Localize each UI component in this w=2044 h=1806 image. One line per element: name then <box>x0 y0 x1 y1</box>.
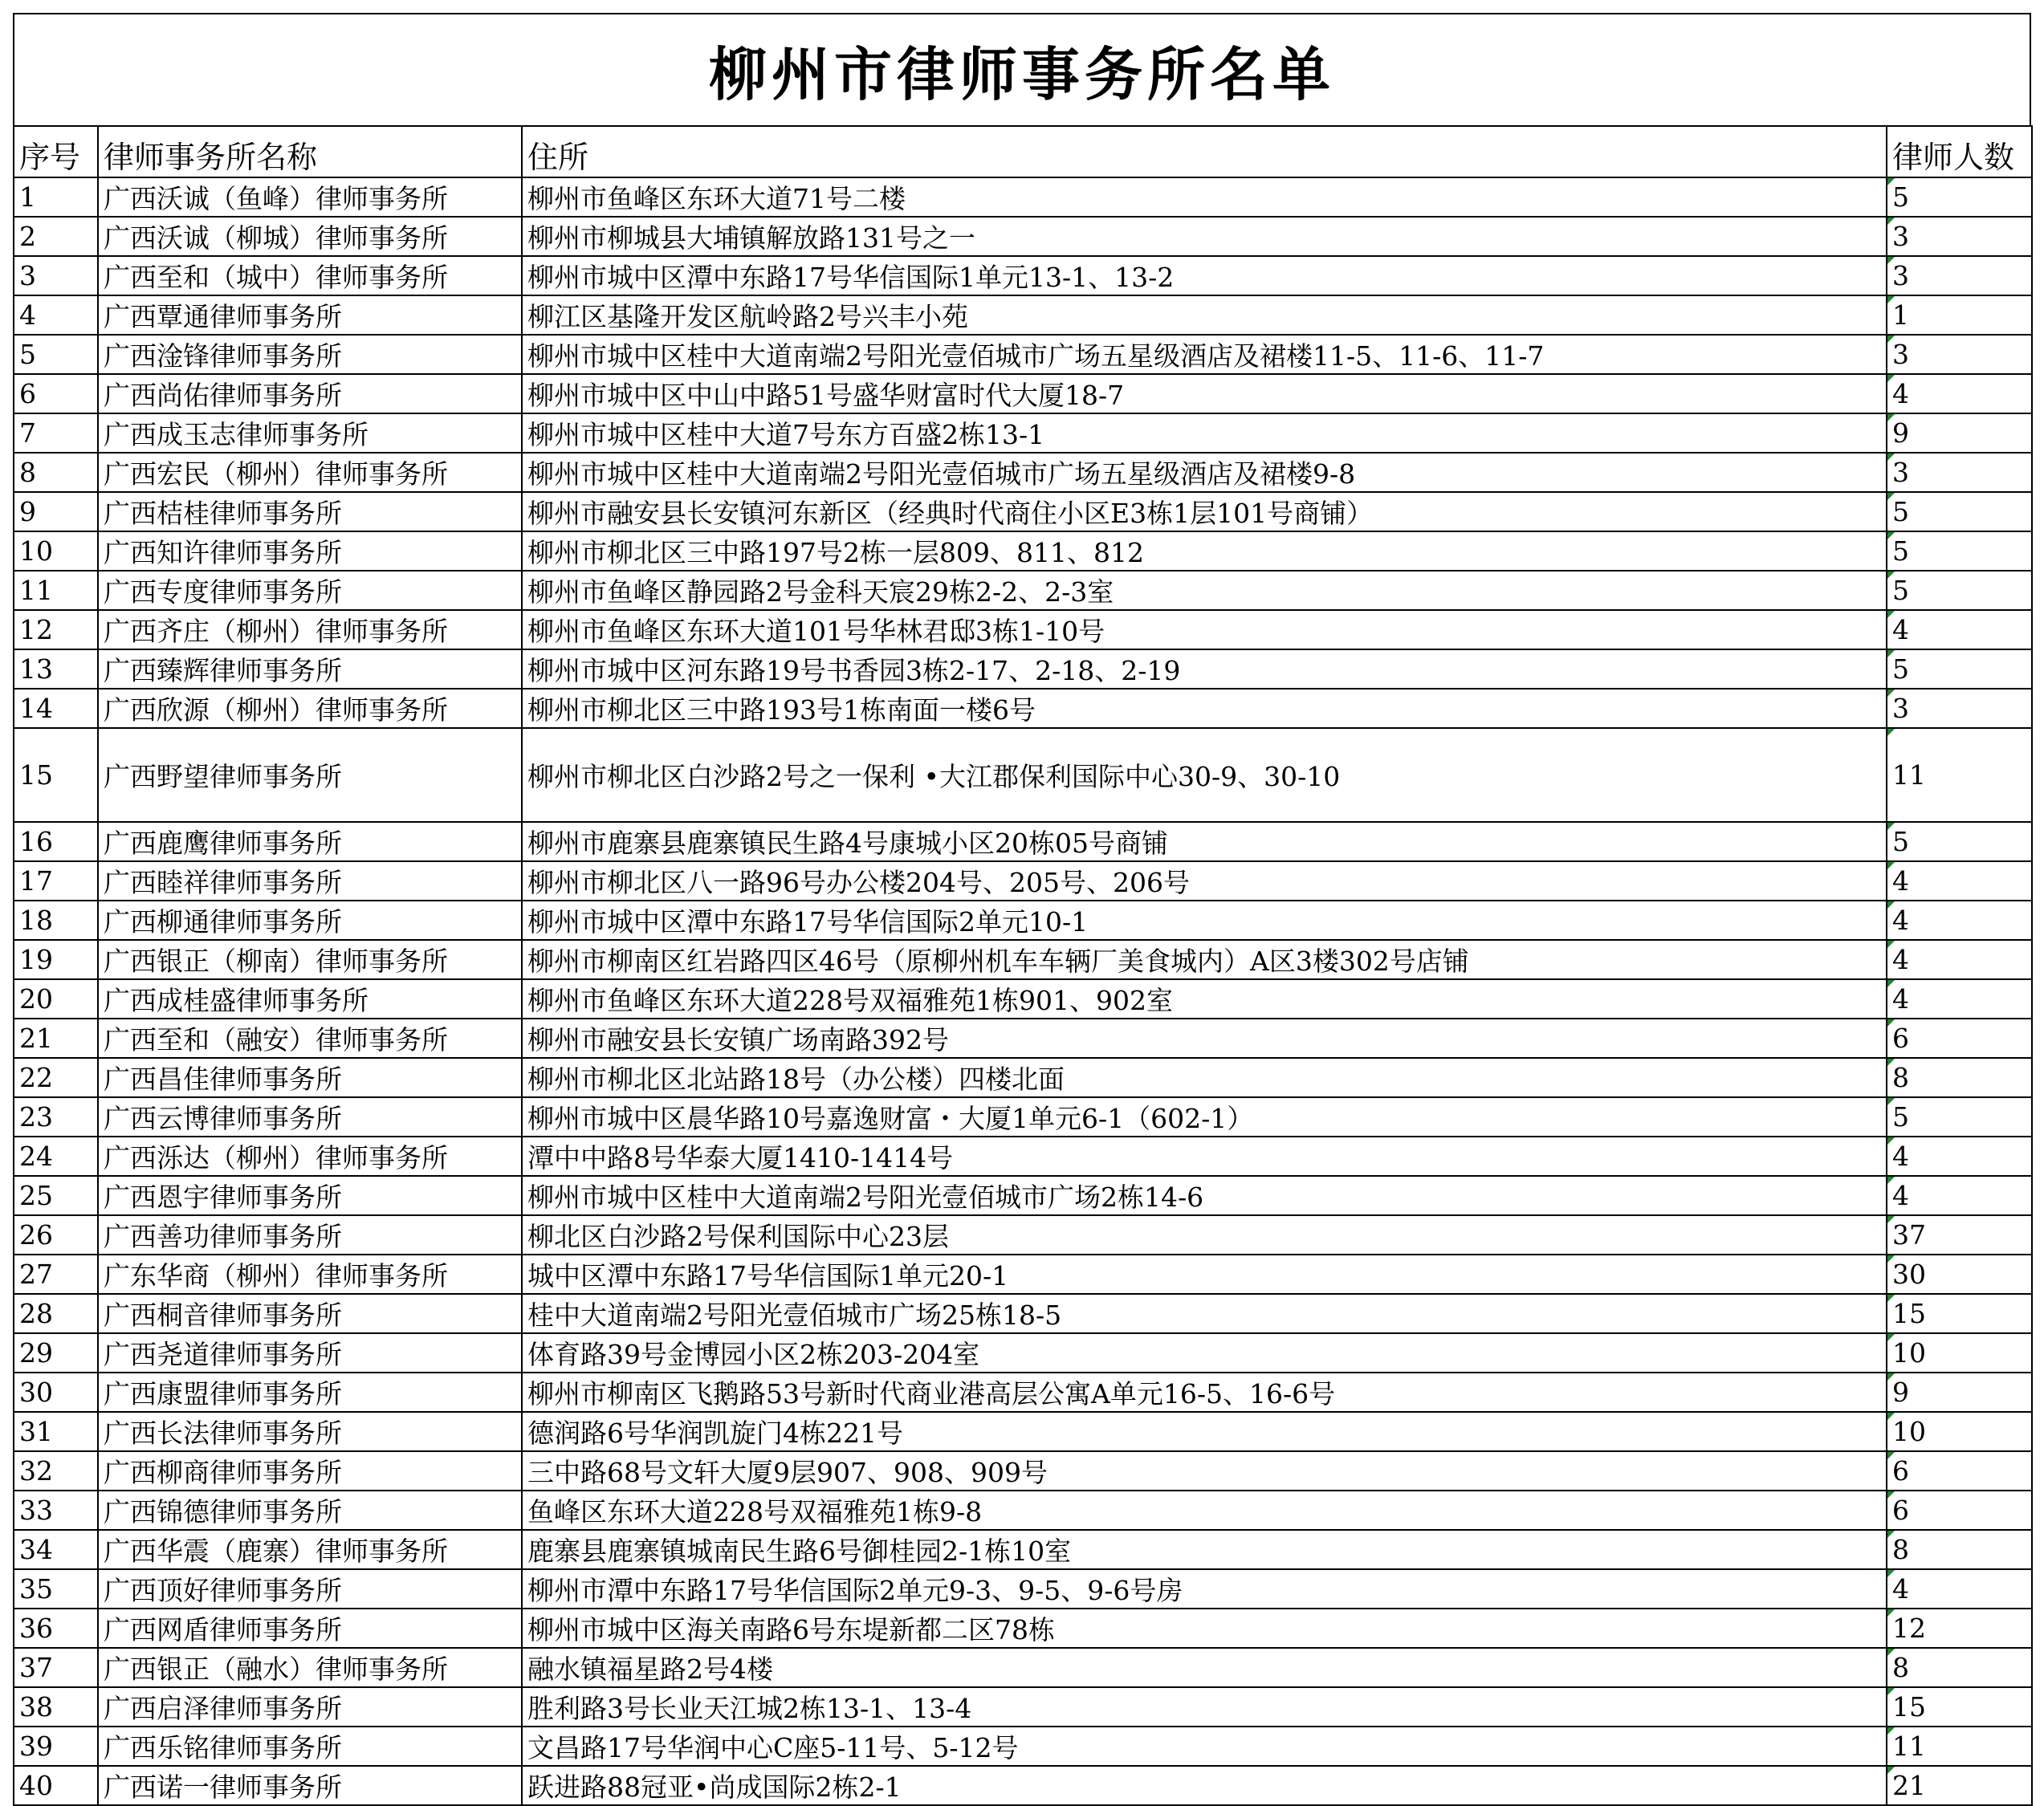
cell-address[interactable]: 柳州市城中区潭中东路17号华信国际1单元13-1、13-2 <box>522 256 1887 295</box>
table-row <box>14 861 2032 901</box>
cell-index[interactable]: 6 <box>14 374 98 413</box>
table-row <box>14 335 2032 374</box>
cell-lawyer-count[interactable]: 3 <box>1887 689 2032 728</box>
cell-address[interactable]: 柳州市鱼峰区静园路2号金科天宸29栋2-2、2-3室 <box>522 571 1887 610</box>
cell-index[interactable]: 32 <box>14 1451 98 1491</box>
table-row <box>14 177 2032 217</box>
table-row <box>14 1530 2032 1569</box>
cell-firm-name[interactable]: 广西至和（城中）律师事务所 <box>98 256 522 295</box>
cell-address[interactable]: 柳州市柳南区飞鹅路53号新时代商业港高层公寓A单元16-5、16-6号 <box>522 1373 1887 1412</box>
cell-lawyer-count[interactable]: 4 <box>1887 374 2032 413</box>
cell-address[interactable]: 胜利路3号长业天江城2栋13-1、13-4 <box>522 1687 1887 1727</box>
cell-index[interactable]: 25 <box>14 1176 98 1215</box>
cell-firm-name[interactable]: 广西昌佳律师事务所 <box>98 1058 522 1097</box>
cell-index[interactable]: 20 <box>14 979 98 1019</box>
cell-firm-name[interactable]: 广西尧道律师事务所 <box>98 1333 522 1373</box>
cell-firm-name[interactable]: 广西沃诚（柳城）律师事务所 <box>98 217 522 256</box>
cell-lawyer-count[interactable]: 3 <box>1887 217 2032 256</box>
cell-index[interactable]: 8 <box>14 453 98 492</box>
cell-firm-name[interactable]: 广西臻辉律师事务所 <box>98 649 522 689</box>
cell-lawyer-count[interactable]: 5 <box>1887 822 2032 861</box>
cell-index[interactable]: 28 <box>14 1294 98 1333</box>
table-row <box>14 689 2032 728</box>
table-row <box>14 295 2032 335</box>
cell-lawyer-count[interactable]: 5 <box>1887 531 2032 571</box>
table-row <box>14 1058 2032 1097</box>
table-row <box>14 649 2032 689</box>
cell-index[interactable]: 33 <box>14 1491 98 1530</box>
cell-firm-name[interactable]: 广西善功律师事务所 <box>98 1215 522 1255</box>
cell-index[interactable]: 9 <box>14 492 98 531</box>
table-row <box>14 1727 2032 1766</box>
cell-lawyer-count[interactable]: 8 <box>1887 1530 2032 1569</box>
table-row <box>14 531 2032 571</box>
table-row <box>14 728 2032 822</box>
cell-address[interactable]: 德润路6号华润凯旋门4栋221号 <box>522 1412 1887 1451</box>
cell-index[interactable]: 34 <box>14 1530 98 1569</box>
table-row <box>14 1491 2032 1530</box>
cell-index[interactable]: 19 <box>14 940 98 979</box>
cell-index[interactable]: 12 <box>14 610 98 649</box>
cell-index[interactable]: 37 <box>14 1648 98 1687</box>
cell-address[interactable]: 城中区潭中东路17号华信国际1单元20-1 <box>522 1255 1887 1294</box>
cell-address[interactable]: 柳州市城中区河东路19号书香园3栋2-17、2-18、2-19 <box>522 649 1887 689</box>
cell-firm-name[interactable]: 广西欣源（柳州）律师事务所 <box>98 689 522 728</box>
cell-index[interactable]: 13 <box>14 649 98 689</box>
cell-address[interactable]: 柳州市城中区桂中大道南端2号阳光壹佰城市广场五星级酒店及裙楼9-8 <box>522 453 1887 492</box>
table-row <box>14 453 2032 492</box>
cell-address[interactable]: 柳州市柳北区三中路193号1栋南面一楼6号 <box>522 689 1887 728</box>
cell-firm-name[interactable]: 广西睦祥律师事务所 <box>98 861 522 901</box>
cell-index[interactable]: 31 <box>14 1412 98 1451</box>
cell-firm-name[interactable]: 广西淦锋律师事务所 <box>98 335 522 374</box>
cell-index[interactable]: 16 <box>14 822 98 861</box>
table-row <box>14 1766 2032 1805</box>
cell-firm-name[interactable]: 广西顶好律师事务所 <box>98 1569 522 1609</box>
cell-index[interactable]: 40 <box>14 1766 98 1805</box>
cell-index[interactable]: 11 <box>14 571 98 610</box>
table-row <box>14 217 2032 256</box>
cell-index[interactable]: 18 <box>14 901 98 940</box>
cell-address[interactable]: 柳州市城中区桂中大道7号东方百盛2栋13-1 <box>522 413 1887 453</box>
cell-firm-name[interactable]: 广西桐音律师事务所 <box>98 1294 522 1333</box>
cell-firm-name[interactable]: 广西恩宇律师事务所 <box>98 1176 522 1215</box>
cell-lawyer-count[interactable]: 4 <box>1887 1569 2032 1609</box>
table-row <box>14 1609 2032 1648</box>
cell-address[interactable]: 柳州市鱼峰区东环大道71号二楼 <box>522 177 1887 217</box>
table-row <box>14 1137 2032 1176</box>
header-count[interactable]: 律师人数 <box>1887 126 2032 177</box>
cell-firm-name[interactable]: 广西野望律师事务所 <box>98 728 522 822</box>
table-row <box>14 1373 2032 1412</box>
cell-lawyer-count[interactable]: 4 <box>1887 979 2032 1019</box>
cell-lawyer-count[interactable]: 11 <box>1887 728 2032 822</box>
cell-lawyer-count[interactable]: 1 <box>1887 295 2032 335</box>
cell-lawyer-count[interactable]: 6 <box>1887 1451 2032 1491</box>
cell-firm-name[interactable]: 广西柳通律师事务所 <box>98 901 522 940</box>
cell-firm-name[interactable]: 广西银正（融水）律师事务所 <box>98 1648 522 1687</box>
cell-firm-name[interactable]: 广西桔桂律师事务所 <box>98 492 522 531</box>
cell-lawyer-count[interactable]: 4 <box>1887 1137 2032 1176</box>
cell-firm-name[interactable]: 广西乐铭律师事务所 <box>98 1727 522 1766</box>
cell-index[interactable]: 22 <box>14 1058 98 1097</box>
cell-lawyer-count[interactable]: 10 <box>1887 1333 2032 1373</box>
cell-index[interactable]: 2 <box>14 217 98 256</box>
cell-index[interactable]: 1 <box>14 177 98 217</box>
cell-lawyer-count[interactable]: 4 <box>1887 901 2032 940</box>
cell-lawyer-count[interactable]: 6 <box>1887 1019 2032 1058</box>
cell-lawyer-count[interactable]: 5 <box>1887 571 2032 610</box>
header-row <box>14 126 2032 177</box>
cell-lawyer-count[interactable]: 4 <box>1887 610 2032 649</box>
table-row <box>14 979 2032 1019</box>
cell-lawyer-count[interactable]: 10 <box>1887 1412 2032 1451</box>
cell-firm-name[interactable]: 广西沃诚（鱼峰）律师事务所 <box>98 177 522 217</box>
cell-address[interactable]: 柳州市潭中东路17号华信国际2单元9-3、9-5、9-6号房 <box>522 1569 1887 1609</box>
cell-index[interactable]: 38 <box>14 1687 98 1727</box>
cell-firm-name[interactable]: 广西华震（鹿寨）律师事务所 <box>98 1530 522 1569</box>
cell-index[interactable]: 15 <box>14 728 98 822</box>
table-row <box>14 374 2032 413</box>
cell-index[interactable]: 29 <box>14 1333 98 1373</box>
cell-firm-name[interactable]: 广西成玉志律师事务所 <box>98 413 522 453</box>
cell-address[interactable]: 柳州市城中区晨华路10号嘉逸财富・大厦1单元6-1（602-1） <box>522 1097 1887 1137</box>
table-row <box>14 1648 2032 1687</box>
cell-lawyer-count[interactable]: 15 <box>1887 1294 2032 1333</box>
table-row <box>14 901 2032 940</box>
table-body <box>14 177 2032 1805</box>
cell-address[interactable]: 柳州市柳城县大埔镇解放路131号之一 <box>522 217 1887 256</box>
cell-address[interactable]: 体育路39号金博园小区2栋203-204室 <box>522 1333 1887 1373</box>
table-row <box>14 1412 2032 1451</box>
cell-address[interactable]: 柳州市融安县长安镇广场南路392号 <box>522 1019 1887 1058</box>
cell-index[interactable]: 23 <box>14 1097 98 1137</box>
cell-index[interactable]: 21 <box>14 1019 98 1058</box>
cell-lawyer-count[interactable]: 5 <box>1887 649 2032 689</box>
cell-address[interactable]: 柳州市城中区海关南路6号东堤新都二区78栋 <box>522 1609 1887 1648</box>
header-address[interactable]: 住所 <box>522 126 1887 177</box>
cell-firm-name[interactable]: 广西诺一律师事务所 <box>98 1766 522 1805</box>
cell-lawyer-count[interactable]: 3 <box>1887 453 2032 492</box>
cell-lawyer-count[interactable]: 4 <box>1887 861 2032 901</box>
cell-address[interactable]: 柳州市鹿寨县鹿寨镇民生路4号康城小区20栋05号商铺 <box>522 822 1887 861</box>
cell-firm-name[interactable]: 广西覃通律师事务所 <box>98 295 522 335</box>
cell-index[interactable]: 35 <box>14 1569 98 1609</box>
cell-firm-name[interactable]: 广西宏民（柳州）律师事务所 <box>98 453 522 492</box>
cell-firm-name[interactable]: 广西齐庄（柳州）律师事务所 <box>98 610 522 649</box>
table-row <box>14 571 2032 610</box>
table-row <box>14 1097 2032 1137</box>
cell-lawyer-count[interactable]: 5 <box>1887 492 2032 531</box>
cell-lawyer-count[interactable]: 4 <box>1887 940 2032 979</box>
cell-address[interactable]: 柳北区白沙路2号保利国际中心23层 <box>522 1215 1887 1255</box>
cell-firm-name[interactable]: 广西专度律师事务所 <box>98 571 522 610</box>
cell-address[interactable]: 鹿寨县鹿寨镇城南民生路6号御桂园2-1栋10室 <box>522 1530 1887 1569</box>
cell-firm-name[interactable]: 广西泺达（柳州）律师事务所 <box>98 1137 522 1176</box>
header-name[interactable]: 律师事务所名称 <box>98 126 522 177</box>
cell-index[interactable]: 7 <box>14 413 98 453</box>
cell-firm-name[interactable]: 广西知许律师事务所 <box>98 531 522 571</box>
cell-lawyer-count[interactable]: 5 <box>1887 177 2032 217</box>
cell-firm-name[interactable]: 广西长法律师事务所 <box>98 1412 522 1451</box>
cell-index[interactable]: 14 <box>14 689 98 728</box>
cell-address[interactable]: 柳州市城中区桂中大道南端2号阳光壹佰城市广场2栋14-6 <box>522 1176 1887 1215</box>
cell-address[interactable]: 柳州市鱼峰区东环大道101号华林君邸3栋1-10号 <box>522 610 1887 649</box>
law-firm-table <box>13 125 2033 1806</box>
cell-firm-name[interactable]: 广西柳商律师事务所 <box>98 1451 522 1491</box>
cell-lawyer-count[interactable]: 37 <box>1887 1215 2032 1255</box>
cell-lawyer-count[interactable]: 11 <box>1887 1727 2032 1766</box>
cell-index[interactable]: 26 <box>14 1215 98 1255</box>
cell-address[interactable]: 柳州市柳北区北站路18号（办公楼）四楼北面 <box>522 1058 1887 1097</box>
table-row <box>14 1687 2032 1727</box>
cell-index[interactable]: 24 <box>14 1137 98 1176</box>
cell-index[interactable]: 30 <box>14 1373 98 1412</box>
cell-index[interactable]: 27 <box>14 1255 98 1294</box>
title-cell[interactable] <box>13 13 2031 125</box>
cell-lawyer-count[interactable]: 5 <box>1887 1097 2032 1137</box>
cell-address[interactable]: 柳江区基隆开发区航岭路2号兴丰小苑 <box>522 295 1887 335</box>
cell-address[interactable]: 柳州市鱼峰区东环大道228号双福雅苑1栋901、902室 <box>522 979 1887 1019</box>
cell-firm-name[interactable]: 广西启泽律师事务所 <box>98 1687 522 1727</box>
cell-lawyer-count[interactable]: 3 <box>1887 335 2032 374</box>
cell-index[interactable]: 17 <box>14 861 98 901</box>
cell-address[interactable]: 鱼峰区东环大道228号双福雅苑1栋9-8 <box>522 1491 1887 1530</box>
cell-index[interactable]: 3 <box>14 256 98 295</box>
spreadsheet <box>13 13 2031 1806</box>
cell-index[interactable]: 10 <box>14 531 98 571</box>
cell-index[interactable]: 4 <box>14 295 98 335</box>
cell-firm-name[interactable]: 广西锦德律师事务所 <box>98 1491 522 1530</box>
table-row <box>14 1333 2032 1373</box>
table-row <box>14 413 2032 453</box>
table-row <box>14 492 2032 531</box>
table-row <box>14 610 2032 649</box>
cell-firm-name[interactable]: 广西成桂盛律师事务所 <box>98 979 522 1019</box>
cell-address[interactable]: 柳州市柳北区白沙路2号之一保利 •大江郡保利国际中心30-9、30-10 <box>522 728 1887 822</box>
cell-firm-name[interactable]: 广西鹿鹰律师事务所 <box>98 822 522 861</box>
table-row <box>14 1019 2032 1058</box>
table-row <box>14 1255 2032 1294</box>
cell-index[interactable]: 5 <box>14 335 98 374</box>
cell-lawyer-count[interactable]: 9 <box>1887 413 2032 453</box>
cell-firm-name[interactable]: 广西尚佑律师事务所 <box>98 374 522 413</box>
cell-index[interactable]: 39 <box>14 1727 98 1766</box>
header-index[interactable]: 序号 <box>14 126 98 177</box>
cell-address[interactable]: 柳州市柳北区八一路96号办公楼204号、205号、206号 <box>522 861 1887 901</box>
cell-lawyer-count[interactable]: 9 <box>1887 1373 2032 1412</box>
cell-lawyer-count[interactable]: 8 <box>1887 1648 2032 1687</box>
cell-address[interactable]: 文昌路17号华润中心C座5-11号、5-12号 <box>522 1727 1887 1766</box>
cell-lawyer-count[interactable]: 4 <box>1887 1176 2032 1215</box>
cell-lawyer-count[interactable]: 12 <box>1887 1609 2032 1648</box>
cell-index[interactable]: 36 <box>14 1609 98 1648</box>
cell-firm-name[interactable]: 广西网盾律师事务所 <box>98 1609 522 1648</box>
cell-address[interactable]: 跃进路88冠亚•尚成国际2栋2-1 <box>522 1766 1887 1805</box>
cell-address[interactable]: 桂中大道南端2号阳光壹佰城市广场25栋18-5 <box>522 1294 1887 1333</box>
table-row <box>14 822 2032 861</box>
cell-lawyer-count[interactable]: 3 <box>1887 256 2032 295</box>
cell-address[interactable]: 三中路68号文轩大厦9层907、908、909号 <box>522 1451 1887 1491</box>
cell-firm-name[interactable]: 广西云博律师事务所 <box>98 1097 522 1137</box>
cell-address[interactable]: 柳州市柳南区红岩路四区46号（原柳州机车车辆厂美食城内）A区3楼302号店铺 <box>522 940 1887 979</box>
cell-address[interactable]: 柳州市城中区潭中东路17号华信国际2单元10-1 <box>522 901 1887 940</box>
cell-lawyer-count[interactable]: 6 <box>1887 1491 2032 1530</box>
cell-firm-name[interactable]: 广东华商（柳州）律师事务所 <box>98 1255 522 1294</box>
cell-firm-name[interactable]: 广西至和（融安）律师事务所 <box>98 1019 522 1058</box>
table-row <box>14 1294 2032 1333</box>
cell-address[interactable]: 潭中中路8号华泰大厦1410-1414号 <box>522 1137 1887 1176</box>
table-row <box>14 1451 2032 1491</box>
table-row <box>14 1569 2032 1609</box>
page-title: 柳州市律师事务所名单 <box>708 40 1335 108</box>
cell-address[interactable]: 柳州市柳北区三中路197号2栋一层809、811、812 <box>522 531 1887 571</box>
cell-address[interactable]: 柳州市城中区中山中路51号盛华财富时代大厦18-7 <box>522 374 1887 413</box>
table-row <box>14 940 2032 979</box>
cell-firm-name[interactable]: 广西康盟律师事务所 <box>98 1373 522 1412</box>
cell-address[interactable]: 融水镇福星路2号4楼 <box>522 1648 1887 1687</box>
table-row <box>14 256 2032 295</box>
cell-address[interactable]: 柳州市融安县长安镇河东新区（经典时代商住小区E3栋1层101号商铺） <box>522 492 1887 531</box>
table-row <box>14 1215 2032 1255</box>
cell-lawyer-count[interactable]: 15 <box>1887 1687 2032 1727</box>
table-row <box>14 1176 2032 1215</box>
cell-firm-name[interactable]: 广西银正（柳南）律师事务所 <box>98 940 522 979</box>
cell-lawyer-count[interactable]: 21 <box>1887 1766 2032 1805</box>
cell-address[interactable]: 柳州市城中区桂中大道南端2号阳光壹佰城市广场五星级酒店及裙楼11-5、11-6、11-7 <box>522 335 1887 374</box>
cell-lawyer-count[interactable]: 30 <box>1887 1255 2032 1294</box>
cell-lawyer-count[interactable]: 8 <box>1887 1058 2032 1097</box>
